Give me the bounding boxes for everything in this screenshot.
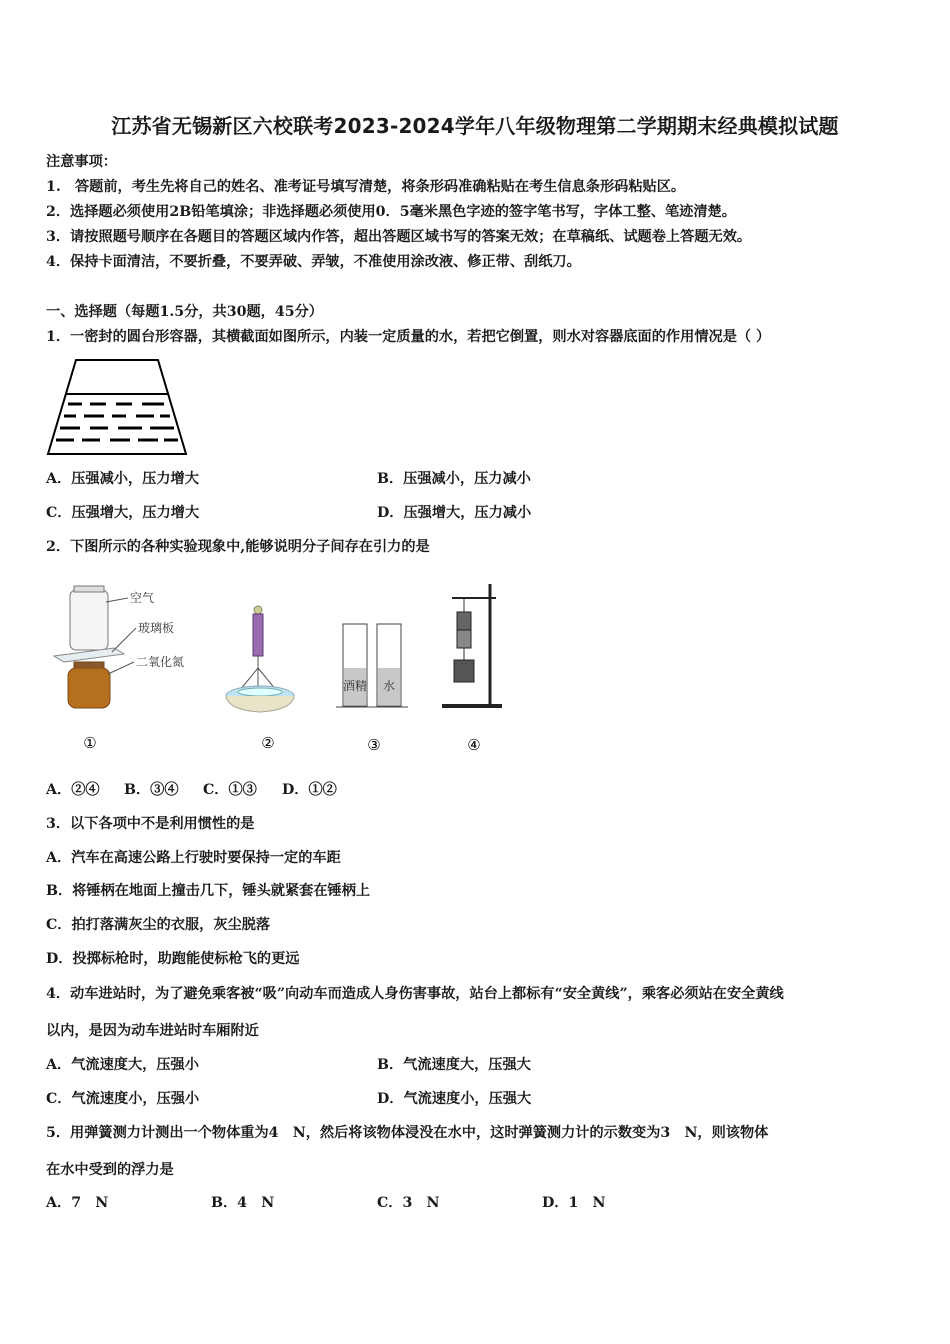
question-4-stem-line2: 以内，是因为动车进站时车厢附近 <box>46 1023 259 1039</box>
q4-option-b: B．气流速度大，压强大 <box>377 1057 531 1073</box>
glass-plate-label: 玻璃板 <box>138 621 175 635</box>
q4-option-c: C．气流速度小，压强小 <box>46 1091 200 1107</box>
question-2-stem: 2．下图所示的各种实验现象中,能够说明分子间存在引力的是 <box>46 539 430 555</box>
q5-option-b: B．4 N <box>211 1195 275 1211</box>
q5-option-d: D．1 N <box>542 1195 606 1211</box>
notes-heading: 注意事项： <box>46 154 117 170</box>
section-heading: 一、选择题（每题1.5分，共30题，45分） <box>46 304 323 320</box>
q1-option-a: A．压强减小，压力增大 <box>46 471 199 487</box>
q1-option-d: D．压强增大，压力减小 <box>377 505 532 521</box>
q3-option-b: B．将锤柄在地面上撞击几下，锤头就紧套在锤柄上 <box>46 883 371 899</box>
question-3-stem: 3．以下各项中不是利用惯性的是 <box>46 816 255 832</box>
note-item: 1. 答题前，考生先将自己的姓名、准考证号填写清楚，将条形码准确粘贴在考生信息条形码粘贴区。 <box>46 179 686 195</box>
q2-option-d: D．①② <box>282 782 337 798</box>
q5-option-c: C．3 N <box>377 1195 440 1211</box>
q2-option-a: A．②④ <box>46 782 100 798</box>
figure-number: ② <box>261 734 275 752</box>
page-title: 江苏省无锡新区六校联考2023-2024学年八年级物理第二学期期末经典模拟试题 <box>111 114 839 138</box>
water-label: 水 <box>382 679 396 693</box>
question-1-stem: 1．一密封的圆台形容器，其横截面如图所示，内装一定质量的水，若把它倒置，则水对容器底面的作用情况是（ ） <box>46 329 771 345</box>
q1-option-c: C．压强增大，压力增大 <box>46 505 200 521</box>
figure-number: ③ <box>367 736 381 754</box>
question-4-stem-line1: 4．动车进站时，为了避免乘客被“吸”向动车而造成人身伤害事故，站台上都标有“安全黄线”，乘客必须站在安全黄线 <box>46 986 784 1002</box>
q2-option-b: B．③④ <box>124 782 179 798</box>
truncated-cone-container-figure <box>46 358 188 458</box>
note-item: 4．保持卡面清洁，不要折叠，不要弄破、弄皱，不准使用涂改液、修正带、刮纸刀。 <box>46 254 581 270</box>
alcohol-label: 酒精 <box>342 679 368 693</box>
figure-number: ① <box>83 734 97 752</box>
q5-option-a: A．7 N <box>46 1195 109 1211</box>
lead-blocks-stand-figure <box>442 584 502 754</box>
q1-option-b: B．压强减小，压力减小 <box>377 471 531 487</box>
air-label: 空气 <box>130 591 155 605</box>
alcohol-water-tubes-figure <box>336 624 408 754</box>
note-item: 3．请按照题号顺序在各题目的答题区域内作答，超出答题区域书写的答案无效；在草稿纸、试题卷上答题无效。 <box>46 229 752 245</box>
question-5-stem-line1: 5．用弹簧测力计测出一个物体重为4 N，然后将该物体浸没在水中，这时弹簧测力计的示数变为3 N，则该物体 <box>46 1125 769 1141</box>
glass-plate-water-figure <box>226 606 294 752</box>
q3-option-a: A．汽车在高速公路上行驶时要保持一定的车距 <box>46 850 341 866</box>
nitrogen-dioxide-label: 二氧化氮 <box>136 655 185 669</box>
question-5-stem-line2: 在水中受到的浮力是 <box>46 1162 174 1178</box>
experiment-figures <box>50 578 520 758</box>
q4-option-a: A．气流速度大，压强小 <box>46 1057 199 1073</box>
diffusion-jars-figure <box>54 586 184 752</box>
q3-option-c: C．拍打落满灰尘的衣服，灰尘脱落 <box>46 917 271 933</box>
q4-option-d: D．气流速度小，压强大 <box>377 1091 532 1107</box>
note-item: 2．选择题必须使用2B铅笔填涂；非选择题必须使用0．5毫米黑色字迹的签字笔书写，字体工整、笔迹清楚。 <box>46 204 736 220</box>
q3-option-d: D．投掷标枪时，助跑能使标枪飞的更远 <box>46 951 300 967</box>
q2-option-c: C．①③ <box>203 782 257 798</box>
figure-number: ④ <box>467 736 481 754</box>
